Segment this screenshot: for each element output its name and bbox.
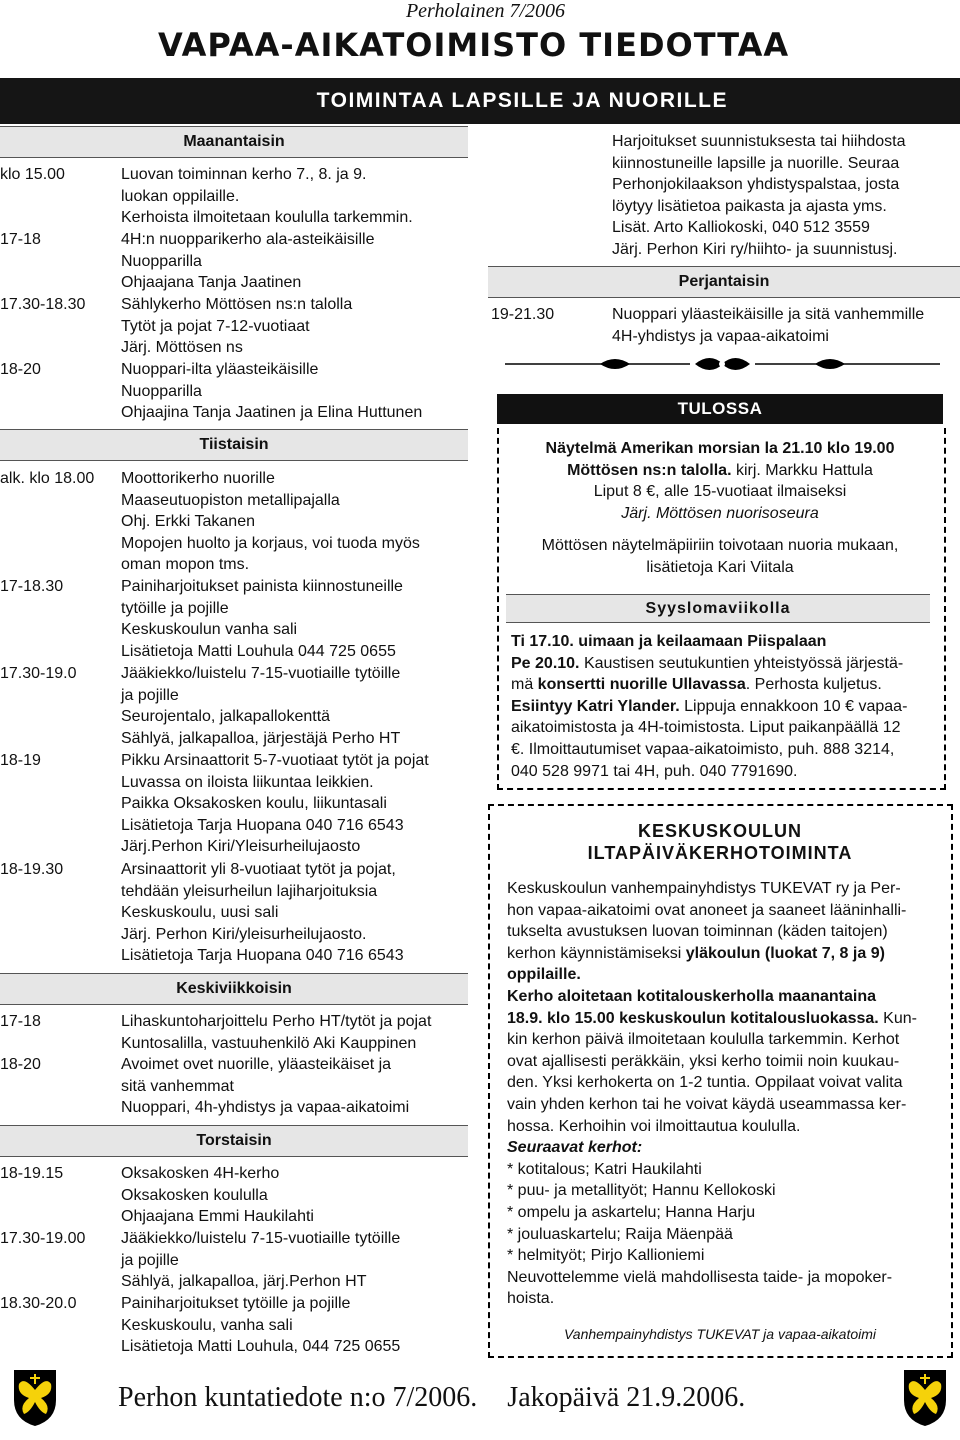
afterschool-title: KESKUSKOULUN ILTAPÄIVÄKERHOTOIMINTA <box>587 821 853 863</box>
row-desc: Sählykerho Möttösen ns:n talolla Tytöt ja pojat 7-12-vuotiaat Järj. Möttösen ns <box>121 296 353 357</box>
row-desc: Lihaskuntoharjoittelu Perho HT/tytöt ja pojat Kuntosalilla, vastuuhenkilö Aki Kauppinen <box>121 1013 432 1052</box>
afterschool-text: Keskuskoulun vanhempainyhdistys TUKEVAT ry ja Per- hon vapaa-aikatoimi ovat anoneet ja saaneet lääninhalli- tukselta avustuksen luovan toiminnan (käden taitojen) kerhon käynnistämiseksi yläkoulun (luokat 7, 8 ja 9) oppilaille. Kerho aloitetaan kotitalouskerholla maanantaina 18.9. klo 15.00 keskuskoulun kotitalousluokassa. Kun- kin kerhon päivä ilmoitetaan koululla tarkemmin. Kerhot ovat ajallisesti peräkkäin, yksi kerho toimii noin kuukau- den. Yksi kerhokerta on 1-2 tuntia. Oppilaat voivat valita vain yhden kerhon tai he voivat käydä useammassa ker- hossa. Kerhoihin voi ilmoittautua koululla. Seuraavat kerhot: * kotitalous; Katri Haukilahti * puu- ja metallityöt; Hannu Kellokoski * ompelu ja askartelu; Hanna Harju * jouluaskartelu; Raija Mäenpää * helmityöt; Pirjo Kallioniemi Neuvottelemme vielä mahdollisesta taide- ja mopoker- hoista. <box>507 880 917 1308</box>
row-desc: Nuoppari-ilta yläasteikäisille Nuopparilla Ohjaajina Tanja Jaatinen ja Elina Huttunen <box>121 361 423 422</box>
row-time: 17.30-19.0 <box>0 665 77 682</box>
row-desc: Moottorikerho nuorille Maaseutuopiston metallipajalla Ohj. Erkki Takanen Mopojen huolto ja korjaus, voi tuoda myös oman mopon tms. <box>121 470 420 574</box>
row-desc: Nuoppari yläasteikäisille ja sitä vanhemmille 4H-yhdistys ja vapaa-aikatoimi <box>612 306 925 345</box>
row-time: 19-21.30 <box>491 306 555 323</box>
coming-heading: TULOSSA <box>497 394 943 424</box>
subtitle-bar <box>0 78 960 124</box>
heading-monday: Maanantaisin <box>0 126 468 158</box>
heading-tuesday: Tiistaisin <box>0 429 468 461</box>
afterschool-signature: Vanhempainyhdistys TUKEVAT ja vapaa-aikatoimi <box>563 1326 877 1342</box>
row-desc: Painiharjoitukset tytöille ja pojille Keskuskoulu, vanha sali Lisätietoja Matti Louhula, 044 725 0655 <box>121 1295 401 1356</box>
holiday-heading: Syyslomaviikolla <box>506 594 930 623</box>
row-time: 17-18 <box>0 1013 41 1030</box>
page-title: VAPAA-AIKATOIMISTO TIEDOTTAA <box>158 26 790 64</box>
row-time: 17.30-18.30 <box>0 296 86 313</box>
coat-of-arms-icon <box>902 1368 948 1428</box>
row-desc: Luovan toiminnan kerho 7., 8. ja 9. luokan oppilaille. Kerhoista ilmoitetaan koululla tarkemmin. <box>121 166 413 227</box>
row-time: 17-18.30 <box>0 578 64 595</box>
orienteering-note: Harjoitukset suunnistuksesta tai hiihdosta kiinnostuneille lapsille ja nuorille. Seuraa Perhonjokilaakson yhdistyspalstaa, josta löytyy lisätietoa paikasta ja ajasta yms. Lisät. Arto Kalliokoski, 040 512 3559 Järj. Perhon Kiri ry/hiihto- ja suunnistusj. <box>612 133 906 258</box>
ornament-divider <box>505 352 940 376</box>
row-time: 18-20 <box>0 1056 41 1073</box>
holiday-text: Ti 17.10. uimaan ja keilaamaan Piispalaan Pe 20.10. Kaustisen seutukuntien yhteistyössä järjestä- mä konsertti nuorille Ullavassa. Perhosta kuljetus. Esiintyy Katri Ylander. Lippuja ennakkoon 10 € vapaa- aikatoimistosta ja 4H-toimistosta. Liput paikanpäällä 12 €. Ilmoittautumiset vapaa-aikatoimisto, puh. 888 3214, 040 528 9971 tai 4H, puh. 040 7791690. <box>511 633 908 780</box>
row-time: 18-19.30 <box>0 861 64 878</box>
row-desc: Avoimet ovet nuorille, yläasteikäiset ja sitä vanhemmat Nuoppari, 4h-yhdistys ja vapaa-aikatoimi <box>121 1056 410 1117</box>
coat-of-arms-icon <box>12 1368 58 1428</box>
row-desc: Jääkiekko/luistelu 7-15-vuotiaille tytöille ja pojille Sählyä, jalkapalloa, järj.Perhon HT <box>121 1230 401 1291</box>
heading-wednesday: Keskiviikkoisin <box>0 973 468 1005</box>
row-desc: Painiharjoitukset painista kiinnostuneille tytöille ja pojille Keskuskoulun vanha sali Lisätietoja Matti Louhula 044 725 0655 <box>121 578 403 660</box>
row-desc: 4H:n nuopparikerho ala-asteikäisille Nuopparilla Ohjaajana Tanja Jaatinen <box>121 231 375 292</box>
row-desc: Jääkiekko/luistelu 7-15-vuotiaille tytöille ja pojille Seurojentalo, jalkapallokenttä Sählyä, jalkapalloa, järjestäjä Perho HT <box>121 665 401 747</box>
row-time: 17-18 <box>0 231 41 248</box>
issue-label: Perholainen 7/2006 <box>405 0 565 22</box>
heading-friday: Perjantaisin <box>488 266 960 298</box>
play-recruit: Möttösen näytelmäpiiriin toivotaan nuoria mukaan, lisätietoja Kari Viitala <box>541 537 899 576</box>
subtitle: TOIMINTAA LAPSILLE JA NUORILLE <box>316 89 728 112</box>
row-desc: Pikku Arsinaattorit 5-7-vuotiaat tytöt ja pojat Luvassa on iloista liikuntaa leikkien. Paikka Oksakosken koulu, liikuntasali Lisätietoja Tarja Huopana 040 716 6543 Järj.Perhon Kiri/Yleisurheilujaosto <box>121 752 429 856</box>
row-desc: Oksakosken 4H-kerho Oksakosken koululla Ohjaajana Emmi Haukilahti <box>121 1165 314 1226</box>
row-desc: Arsinaattorit yli 8-vuotiaat tytöt ja pojat, tehdään yleisurheilun lajiharjoituksia Keskuskoulu, uusi sali Järj. Perhon Kiri/yleisurheilujaosto. Lisätietoja Tarja Huopana 040 716 6543 <box>121 861 404 965</box>
row-time: 18.30-20.0 <box>0 1295 77 1312</box>
row-time: 18-19 <box>0 752 41 769</box>
row-time: 17.30-19.00 <box>0 1230 86 1247</box>
row-time: alk. klo 18.00 <box>0 470 95 487</box>
play-announcement: Näytelmä Amerikan morsian la 21.10 klo 19.00 Möttösen ns:n talolla. kirj. Markku Hattula Liput 8 €, alle 15-vuotiaat ilmaiseksi Järj. Möttösen nuorisoseura <box>545 440 895 522</box>
row-time: 18-20 <box>0 361 41 378</box>
row-time: 18-19.15 <box>0 1165 64 1182</box>
footer-text: Perhon kuntatiedote n:o 7/2006. Jakopäivä 21.9.2006. <box>118 1382 746 1413</box>
heading-thursday: Torstaisin <box>0 1125 468 1157</box>
row-time: klo 15.00 <box>0 166 65 183</box>
